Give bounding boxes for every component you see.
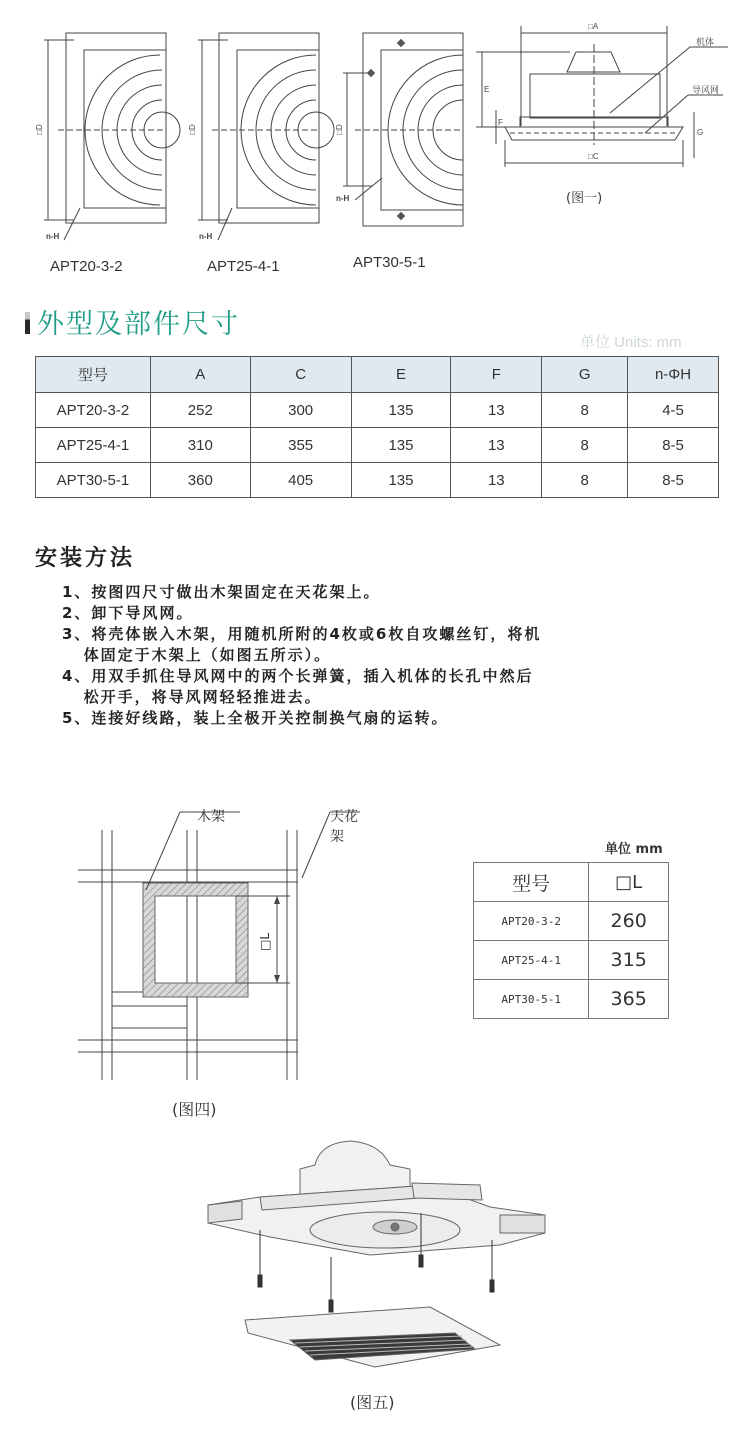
header-l: □L [589, 863, 669, 902]
cell: APT30-5-1 [474, 980, 589, 1019]
header-model: 型号 [474, 863, 589, 902]
install-step: 4、用双手抓住导风网中的两个长弹簧，插入机体的长孔中然后 [62, 667, 534, 685]
install-step: 3、将壳体嵌入木架，用随机所附的4枚或6枚自攻螺丝钉，将机 [62, 625, 542, 643]
header-g: G [542, 357, 628, 393]
spec-section-title: 外型及部件尺寸 [37, 309, 240, 340]
dim-e-label: E [484, 85, 490, 94]
ceiling-frame-label: 天花架 [330, 809, 358, 845]
fig4-drawing [60, 790, 360, 1090]
cell: APT20-3-2 [36, 393, 151, 428]
dim-d-label-2: □D [187, 124, 197, 135]
fig5-drawing [200, 1135, 560, 1385]
cell: 300 [250, 393, 351, 428]
cell: 13 [451, 393, 542, 428]
cell: 405 [250, 463, 351, 498]
cell: 135 [351, 428, 451, 463]
model-label-1: APT20-3-2 [50, 258, 123, 275]
cell: 8-5 [628, 428, 719, 463]
cell: APT20-3-2 [474, 902, 589, 941]
header-f: F [451, 357, 542, 393]
install-step: 5、连接好线路，装上全极开关控制换气扇的运转。 [62, 709, 449, 727]
dim-l-label: □L [258, 932, 273, 952]
table-row [474, 941, 669, 980]
model-label-2: APT25-4-1 [207, 258, 280, 275]
install-step: 2、卸下导风网。 [62, 604, 194, 622]
fig4-frame-drawing [60, 790, 360, 1090]
header-a: A [150, 357, 250, 393]
cell: 360 [150, 463, 250, 498]
wood-frame-label: 木架 [197, 809, 225, 825]
cell: 8 [542, 428, 628, 463]
frame-size-table [473, 862, 669, 1019]
dim-g-label: G [697, 128, 704, 137]
hole-label-3: n-H [336, 194, 350, 203]
fig1-side-view [470, 0, 750, 220]
fan-drawing-3 [343, 33, 463, 226]
cell: 315 [589, 941, 669, 980]
fig4-caption: (图四) [172, 1100, 217, 1119]
table-row [36, 393, 719, 428]
fig4-units: 单位 mm [605, 842, 663, 857]
cell: APT25-4-1 [36, 428, 151, 463]
spec-table-header [36, 357, 719, 393]
table-row [36, 463, 719, 498]
spec-table [35, 356, 719, 498]
cell: 135 [351, 463, 451, 498]
cell: 8 [542, 463, 628, 498]
fan-drawing-1 [44, 33, 180, 240]
header-model: 型号 [36, 357, 151, 393]
cell: 13 [451, 463, 542, 498]
body-label: 机体 [696, 37, 715, 47]
dim-c-label: □C [588, 152, 599, 161]
install-step: 松开手，将导风网轻轻推进去。 [62, 688, 322, 706]
fan-drawing-group [0, 0, 480, 290]
hole-label-2: n-H [199, 232, 213, 241]
cell: APT30-5-1 [36, 463, 151, 498]
install-step: 体固定于木架上（如图五所示）。 [62, 646, 332, 664]
cell: 260 [589, 902, 669, 941]
dim-f-label: F [498, 118, 503, 127]
fig5-exploded-drawing [200, 1135, 560, 1385]
install-step: 1、按图四尺寸做出木架固定在天花架上。 [62, 583, 381, 601]
cell: 4-5 [628, 393, 719, 428]
cell: 252 [150, 393, 250, 428]
cell: 135 [351, 393, 451, 428]
model-label-3: APT30-5-1 [353, 254, 426, 271]
dim-a-label: □A [588, 22, 599, 31]
install-title: 安装方法 [35, 546, 136, 571]
fig5-caption: (图五) [350, 1393, 395, 1412]
dim-d-label-1: □D [34, 124, 44, 135]
table-row [474, 902, 669, 941]
table-row [474, 980, 669, 1019]
fig1-drawing [470, 0, 750, 220]
cell: 13 [451, 428, 542, 463]
dim-d-label-3: □D [334, 124, 344, 135]
header-c: C [250, 357, 351, 393]
cell: APT25-4-1 [474, 941, 589, 980]
section-marker [25, 312, 30, 334]
fan-front-views [0, 0, 480, 290]
fan-drawing-2 [198, 33, 334, 240]
hole-label-1: n-H [46, 232, 60, 241]
cell: 355 [250, 428, 351, 463]
grille-label: 导风网 [692, 85, 720, 95]
frame-table-header [474, 863, 669, 902]
cell: 365 [589, 980, 669, 1019]
spec-units: 单位 Units: mm [580, 334, 682, 351]
header-e: E [351, 357, 451, 393]
fig1-caption: (图一) [566, 191, 603, 206]
cell: 310 [150, 428, 250, 463]
cell: 8-5 [628, 463, 719, 498]
cell: 8 [542, 393, 628, 428]
install-steps [62, 582, 541, 729]
table-row [36, 428, 719, 463]
header-nh: n-ΦH [628, 357, 719, 393]
